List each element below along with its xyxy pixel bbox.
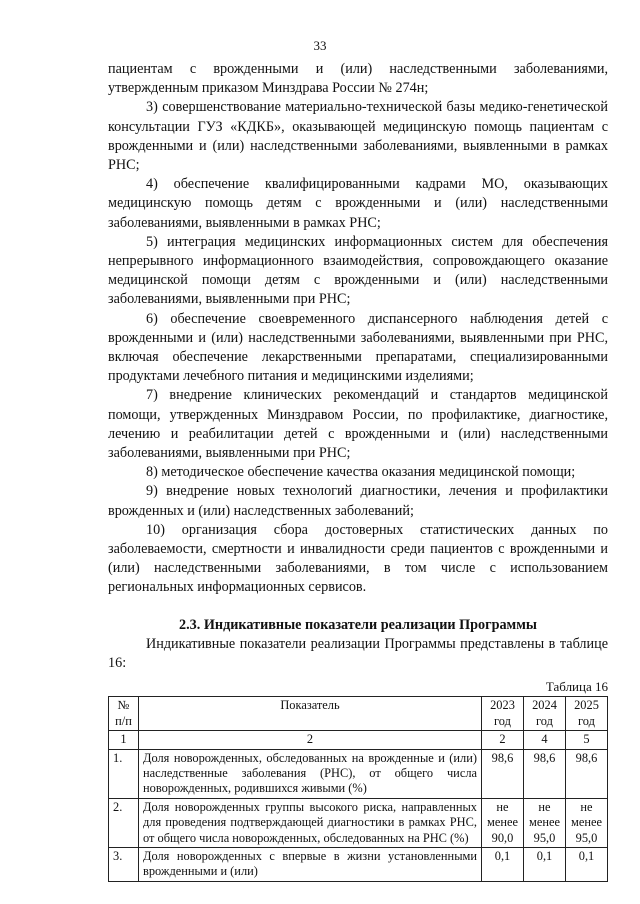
table-caption: Таблица 16: [545, 679, 608, 695]
table-body: [109, 749, 608, 881]
value-2024-cell: 0,1: [524, 847, 566, 881]
paragraph-list: [108, 60, 608, 598]
header-indicator: Показатель: [139, 697, 482, 731]
paragraph: 5) интеграция медицинских информационных систем для обеспечения непрерывного информационного взаимодействия, сопровождающего оказание медицинской помощи детям с врожденными и (или) наследственными заболеваниями, выявленными при РНС;: [108, 233, 608, 308]
row-number-cell: 3.: [109, 847, 139, 881]
header-number: № п/п: [109, 697, 139, 731]
paragraph: 6) обеспечение своевременного диспансерного наблюдения детей с врожденными и (или) наследственными заболеваниями, выявленными при РНС, включая обеспечение лекарственными препаратами, специализированными продуктами лечебного питания и медицинскими изделиями;: [108, 310, 608, 385]
paragraph: 3) совершенствование материально-технической базы медико-генетической консультации ГУЗ «КДКБ», оказывающей медицинскую помощь пациентам с врожденными и (или) наследственными заболеваниями, выявленными в рамках РНС;: [108, 99, 608, 174]
paragraph: 9) внедрение новых технологий диагностики, лечения и профилактики врожденных и (или) наследственных заболеваний;: [108, 483, 608, 519]
paragraph: пациентам с врожденными и (или) наследственными заболеваниями, утвержденным приказом Минздрава России № 274н;: [108, 61, 608, 97]
value-2025-cell: не менее 95,0: [566, 798, 608, 847]
intro-text: Индикативные показатели реализации Программы представлены в таблице 16:: [108, 635, 608, 672]
paragraph: 4) обеспечение квалифицированными кадрами МО, оказывающих медицинскую помощь детям с врожденными и (или) наследственными заболеваниями, выявленными в рамках РНС;: [108, 176, 608, 231]
row-number-cell: 2.: [109, 798, 139, 847]
table-numbering-row: [109, 731, 608, 749]
header-2023: 2023 год: [482, 697, 524, 731]
paragraph: 7) внедрение клинических рекомендаций и стандартов медицинской помощи, утвержденных Минздравом России, по профилактике, диагностике, лечению и реабилитации детей с врожденными и (или) наследственными заболеваниями, выявленными при РНС;: [108, 387, 608, 462]
indicator-cell: Доля новорожденных, обследованных на врожденные и (или) наследственные заболевания (РНС), от общего числа новорожденных, родившихся живыми (%): [139, 749, 482, 798]
value-2025-cell: 98,6: [566, 749, 608, 798]
value-2023-cell: не менее 90,0: [482, 798, 524, 847]
section-heading: 2.3. Индикативные показатели реализации Программы: [179, 616, 537, 633]
numbering-cell: 1: [109, 731, 139, 749]
indicator-cell: Доля новорожденных с впервые в жизни установленными врожденными и (или): [139, 847, 482, 881]
page-number: 33: [313, 38, 327, 53]
table-header-row: [109, 697, 608, 731]
numbering-cell: 5: [566, 731, 608, 749]
paragraph: 8) методическое обеспечение качества оказания медицинской помощи;: [146, 464, 576, 481]
numbering-cell: 4: [524, 731, 566, 749]
value-2025-cell: 0,1: [566, 847, 608, 881]
row-number-cell: 1.: [109, 749, 139, 798]
value-2024-cell: 98,6: [524, 749, 566, 798]
value-2023-cell: 98,6: [482, 749, 524, 798]
value-2024-cell: не менее 95,0: [524, 798, 566, 847]
document-body: [108, 60, 608, 882]
paragraph: 10) организация сбора достоверных статистических данных по заболеваемости, смертности и инвалидности среди пациентов с врожденными и (или) наследственными заболеваниями, в том числе с использованием региональных информационных сервисов.: [108, 521, 608, 596]
value-2023-cell: 0,1: [482, 847, 524, 881]
table-row: [109, 798, 608, 847]
header-2024: 2024 год: [524, 697, 566, 731]
table-row: [109, 749, 608, 798]
indicator-cell: Доля новорожденных группы высокого риска, направленных для проведения подтверждающей диагностики в рамках РНС, от общего числа новорожденных, обследованных на РНС (%): [139, 798, 482, 847]
header-2025: 2025 год: [566, 697, 608, 731]
numbering-cell: 2: [482, 731, 524, 749]
table-row: [109, 847, 608, 881]
numbering-cell: 2: [139, 731, 482, 749]
indicators-table: [108, 696, 608, 881]
